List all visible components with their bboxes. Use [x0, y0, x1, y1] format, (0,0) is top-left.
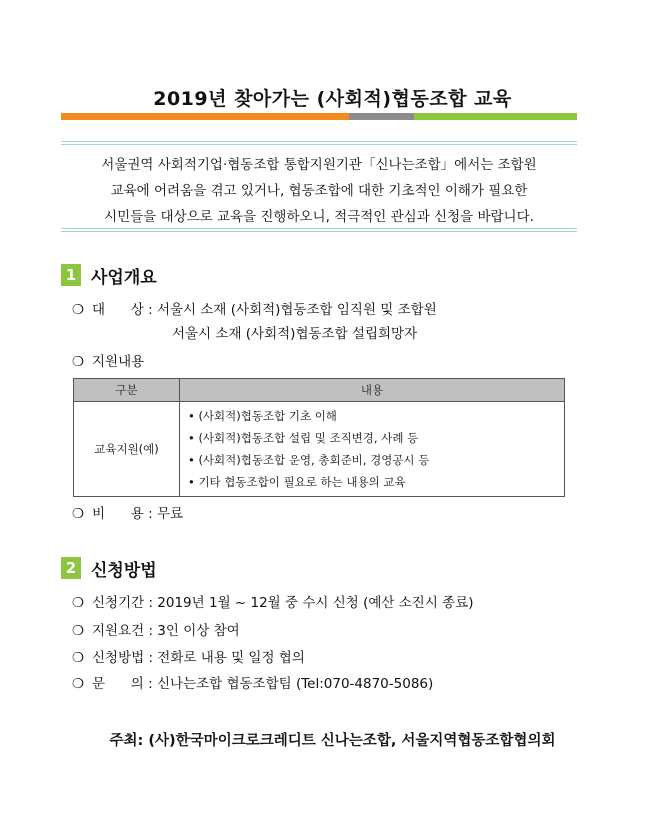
apply-text: 지원요건 : 3인 이상 참여 — [92, 623, 240, 639]
target-label: 대 상 : — [92, 302, 157, 318]
section-2-number: 2 — [61, 557, 81, 579]
intro-top-rule — [61, 141, 577, 142]
section-1-title: 사업개요 — [91, 267, 157, 288]
cost-text: 비 용 : 무료 — [92, 506, 184, 522]
intro-top-rule-2 — [61, 144, 577, 145]
table-header-row — [74, 379, 565, 402]
support-row — [72, 350, 144, 370]
section-1-number: 1 — [61, 264, 81, 286]
target-value-2: 서울시 소재 (사회적)협동조합 설립희망자 — [172, 326, 418, 342]
apply-row-contact — [72, 672, 433, 692]
title-bar-gray — [349, 113, 414, 120]
table-cell-category: 교육지원(예) — [74, 402, 180, 497]
section-2-heading — [61, 557, 157, 579]
organizer-footer: 주최: (사)한국마이크로크레디트 신나는조합, 서울지역협동조합협의회 — [109, 733, 556, 749]
title-bar-orange — [61, 113, 349, 120]
intro-paragraph — [61, 152, 577, 230]
table-cell-content — [180, 402, 565, 497]
title-bar-green — [414, 113, 577, 120]
table-header-category: 구분 — [74, 379, 180, 402]
apply-text: 문 의 : 신나는조합 협동조합팀 (Tel:070-4870-5086) — [92, 676, 434, 692]
intro-line: 교육에 어려움을 겪고 있거나, 협동조합에 대한 기초적인 이해가 필요한 — [110, 183, 528, 199]
intro-bottom-rule — [61, 228, 577, 229]
target-row-2 — [172, 322, 417, 342]
section-1-heading — [61, 264, 157, 286]
bullet-icon: ❍ — [72, 595, 85, 611]
apply-row-period — [72, 591, 474, 611]
bullet-icon: ❍ — [72, 354, 85, 370]
apply-row-method — [72, 646, 305, 666]
content-item: • (사회적)협동조합 운영, 총회준비, 경영공시 등 — [188, 453, 430, 467]
content-item: • (사회적)협동조합 기초 이해 — [188, 409, 337, 423]
apply-text: 신청방법 : 전화로 내용 및 일정 협의 — [92, 650, 305, 666]
bullet-icon: ❍ — [72, 302, 85, 318]
content-item: • (사회적)협동조합 설립 및 조직변경, 사례 등 — [188, 431, 419, 445]
table-header-content: 내용 — [180, 379, 565, 402]
intro-bottom-rule-2 — [61, 231, 577, 232]
section-2-title: 신청방법 — [91, 560, 157, 581]
bullet-icon: ❍ — [72, 676, 85, 692]
support-label: 지원내용 — [92, 354, 145, 370]
apply-text: 신청기간 : 2019년 1월 ~ 12월 중 수시 신청 (예산 소진시 종료) — [92, 595, 474, 611]
cost-row — [72, 502, 183, 522]
page-title: 2019년 찾아가는 (사회적)협동조합 교육 — [153, 88, 512, 110]
apply-row-requirement — [72, 619, 240, 639]
target-value-1: 서울시 소재 (사회적)협동조합 임직원 및 조합원 — [156, 302, 437, 318]
support-table — [73, 378, 565, 497]
table-row — [74, 402, 565, 497]
content-item: • 기타 협동조합이 필요로 하는 내용의 교육 — [188, 475, 406, 489]
bullet-icon: ❍ — [72, 650, 85, 666]
target-row — [72, 298, 437, 318]
bullet-icon: ❍ — [72, 623, 85, 639]
intro-line: 서울권역 사회적기업·협동조합 통합지원기관「신나는조합」에서는 조합원 — [101, 157, 537, 173]
bullet-icon: ❍ — [72, 506, 85, 522]
intro-line: 시민들을 대상으로 교육을 진행하오니, 적극적인 관심과 신청을 바랍니다. — [104, 209, 534, 225]
